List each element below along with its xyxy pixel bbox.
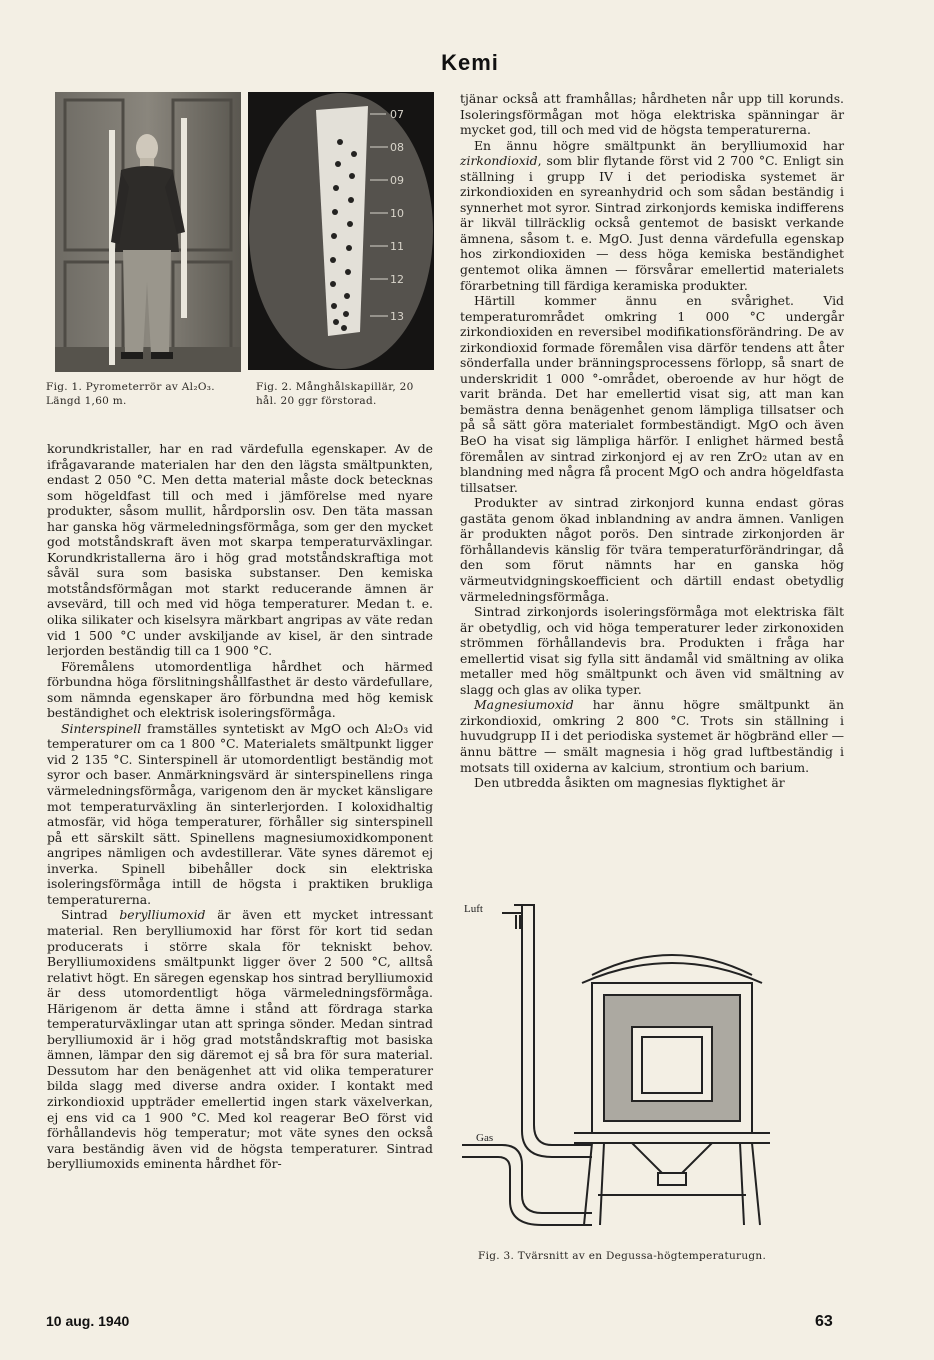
paragraph-text: framställes syntetiskt av MgO och Al₂O₃ vid temperaturer om ca 1 800 °C. Materialets smältpunkt ligger vid 2 135 °C. Sinterspinell är utomordentligt beständig mot syror och baser. Anmärkningsvärd är sinterspinellens ringa värmeledningsförmåga, varigenom den är mycket känsligare mot temperaturväxling än sinterlerjorden. I koloxidhaltig atmosfär, vid höga temperaturer, förhåller sig sinterspinell på ett särskilt sätt. Spinellens magnesiumoxidkomponent angripes nämligen och avdestillerar. Väte synes däremot ej inverka. Spinell bibehåller dock sin elektriska isoleringsförmåga intill de högsta i praktiken brukliga temperaturerna. xyxy=(47,720,433,907)
scale-label: 07 xyxy=(390,108,404,121)
furnace-cross-section-diagram xyxy=(462,895,834,1240)
gas-label: Gas xyxy=(476,1132,494,1144)
capillary-photo xyxy=(248,92,434,370)
page-number: 63 xyxy=(815,1313,833,1330)
paragraph: Den utbredda åsikten om magnesias flyktighet är xyxy=(474,775,785,791)
term-zirkondioxid: zirkondioxid xyxy=(460,153,538,169)
pyrometer-tube-photo xyxy=(55,92,241,372)
paragraph: Sintrad zirkonjords isoleringsförmåga mot elektriska fält är obetydlig, och vid höga temperaturer leder zirkonoxiden strömmen förhållandevis bra. Produkten i fråga har emellertid visat sig fylla sitt ändamål vid smältning av olika metaller med hög smältpunkt och även vid smältning av slagg och glas av olika typer. xyxy=(460,604,844,697)
paragraph-text: är även ett mycket intressant material. Ren berylliumoxid har först för kort tid sedan producerats i större skala för tekniskt behov. Berylliumoxidens smältpunkt ligger över 2 500 °C, alltså relativt högt. En säregen egenskap hos sintrad berylliumoxid är dess utomordentligt höga värmeledningsförmåga. Härigenom är detta ämne i stånd att fördraga starka temperaturväxlingar utan att springa sönder. Medan sintrad berylliumoxid är i hög grad motståndskraftig mot basiska ämnen, lämpar den sig däremot ej så bra för sura material. Dessutom har den benägenhet att vid olika temperaturer bilda slagg med diverse andra oxider. I kontakt med zirkondioxid uppträder emellertid ingen stark växelverkan, ej ens vid ca 1 900 °C. Med kol reagerar BeO först vid förhållandevis hög temperatur; mot väte synes den också vara beständig även vid de högsta temperaturer. Sintrad berylliumoxids eminenta hårdhet för- xyxy=(47,907,433,1172)
scale-label: 08 xyxy=(390,141,404,154)
figure-1-caption: Fig. 1. Pyrometerrör av Al₂O₃. Längd 1,60 m. xyxy=(46,381,215,407)
left-column xyxy=(47,441,433,1172)
term-magnesiumoxid: Magnesiumoxid xyxy=(474,697,574,713)
paragraph-text: , som blir flytande först vid 2 700 °C. Enligt sin ställning i grupp IV i det periodiska systemet är zirkondioxiden en syreanhydrid och som sådan beständig i synnerhet mot syror. Sintrad zirkonjords kemiska indifferens är likväl tillräcklig också gentemot de basiskt verkande ämnena, såsom t. e. MgO. Just denna värdefulla egenskap hos zirkondioxiden — dess höga kemiska beständighet gentemot olika ämnen — försvårar emellertid materialets förarbetning till färdiga keramiska produkter. xyxy=(460,153,844,293)
scale-label: 09 xyxy=(390,174,404,187)
paragraph: tjänar också att framhållas; hårdheten når upp till korunds. Isoleringsförmågan mot höga elektriska spänningar är mycket god, till och med vid de högsta temperaturerna. xyxy=(460,91,844,138)
section-title: Kemi xyxy=(441,50,499,75)
term-berylliumoxid: berylliumoxid xyxy=(119,907,206,923)
paragraph xyxy=(460,697,844,775)
paragraph-text: En ännu högre smältpunkt än berylliumoxid har xyxy=(474,137,844,153)
paragraph xyxy=(47,907,433,1171)
figure-2-caption: Fig. 2. Månghålskapillär, 20 hål. 20 ggr förstorad. xyxy=(256,381,414,407)
paragraph-text: Sintrad xyxy=(61,907,120,923)
paragraph xyxy=(47,721,433,908)
right-column xyxy=(460,91,844,791)
paragraph: Föremålens utomordentliga hårdhet och härmed förbundna höga förslitningshållfasthet är desto värdefullare, som nämnda egenskaper äro förbundna med hög kemisk beständighet och elektrisk isoleringsförmåga. xyxy=(47,658,433,721)
scale-label: 12 xyxy=(390,273,404,286)
term-sinterspinell: Sinterspinell xyxy=(61,720,142,736)
paragraph xyxy=(460,138,844,293)
issue-date: 10 aug. 1940 xyxy=(46,1313,130,1329)
furnace-diagram-drawing xyxy=(462,895,834,1240)
paragraph: Produkter av sintrad zirkonjord kunna endast göras gastäta genom ökad inblandning av andra ämnen. Vanligen är produkten något porös. Den sintrade zirkonjorden är förhållandevis känslig för tvära temperaturförändringar, då den som förut nämnts har en ganska hög värmeutvidgningskoefficient och därtill endast obetydlig värmeledningsförmåga. xyxy=(460,495,844,604)
air-label: Luft xyxy=(464,903,483,915)
paragraph-text: har ännu högre smältpunkt än zirkondioxid, omkring 2 800 °C. Trots sin ställning i huvudgrupp II i det periodiska systemet är högbränd eller — ännu bättre — smält magnesia i hög grad luftbeständig i motsats till oxiderna av kalcium, strontium och barium. xyxy=(460,697,844,775)
scale-label: 10 xyxy=(390,207,404,220)
paragraph: Härtill kommer ännu en svårighet. Vid temperaturområdet omkring 1 000 °C undergår zirkondioxiden en reversibel modifikationsförändring. De av zirkondioxid formade föremålen visa därför tendens att åter sönderfalla under bränningsprocessens förlopp, så snart de underskridit 1 000 °-området, oberoende av hur högt de varit brända. Det har emellertid visat sig, att man kan bemästra denna benägenhet genom lämpliga tillsatser och på så sätt göra materialet formbeständigt. MgO och även BeO ha visat sig lämpliga härför. I enlighet härmed bestå föremålen av sintrad zirkonjord ej av ren ZrO₂ utan av en blandning med några få procent MgO och andra högeldfasta tillsatser. xyxy=(460,293,844,495)
figure-3-caption: Fig. 3. Tvärsnitt av en Degussa-högtemperaturugn. xyxy=(478,1250,767,1262)
scale-label: 11 xyxy=(390,240,404,253)
pyrometer-photo-illustration xyxy=(55,92,241,372)
capillary-photo-illustration xyxy=(248,92,434,370)
paragraph: korundkristaller, har en rad värdefulla egenskaper. Av de ifrågavarande materialen har den den lägsta smältpunkten, endast 2 050 °C. Men detta material måste dock betecknas som högeldfast till och med i jämförelse med nyare produkter, såsom mullit, hårdporslin osv. Den täta massan har ganska hög värmeledningsförmåga, som ger den mycket god motståndskraft även mot skarpa temperaturväxlingar. Korundkristallerna äro i hög grad motståndskraftiga mot såväl sura som basiska substanser. Den kemiska motståndsförmågan mot starkt reducerande ämnen är avsevärd, till och med vid höga temperaturer. Medan t. e. olika silikater och kiselsyra märkbart angripas av väte redan vid 1 500 °C under avskiljande av kisel, är den sintrade lerjorden beständig till ca 1 900 °C. xyxy=(47,441,433,659)
scale-label: 13 xyxy=(390,310,404,323)
